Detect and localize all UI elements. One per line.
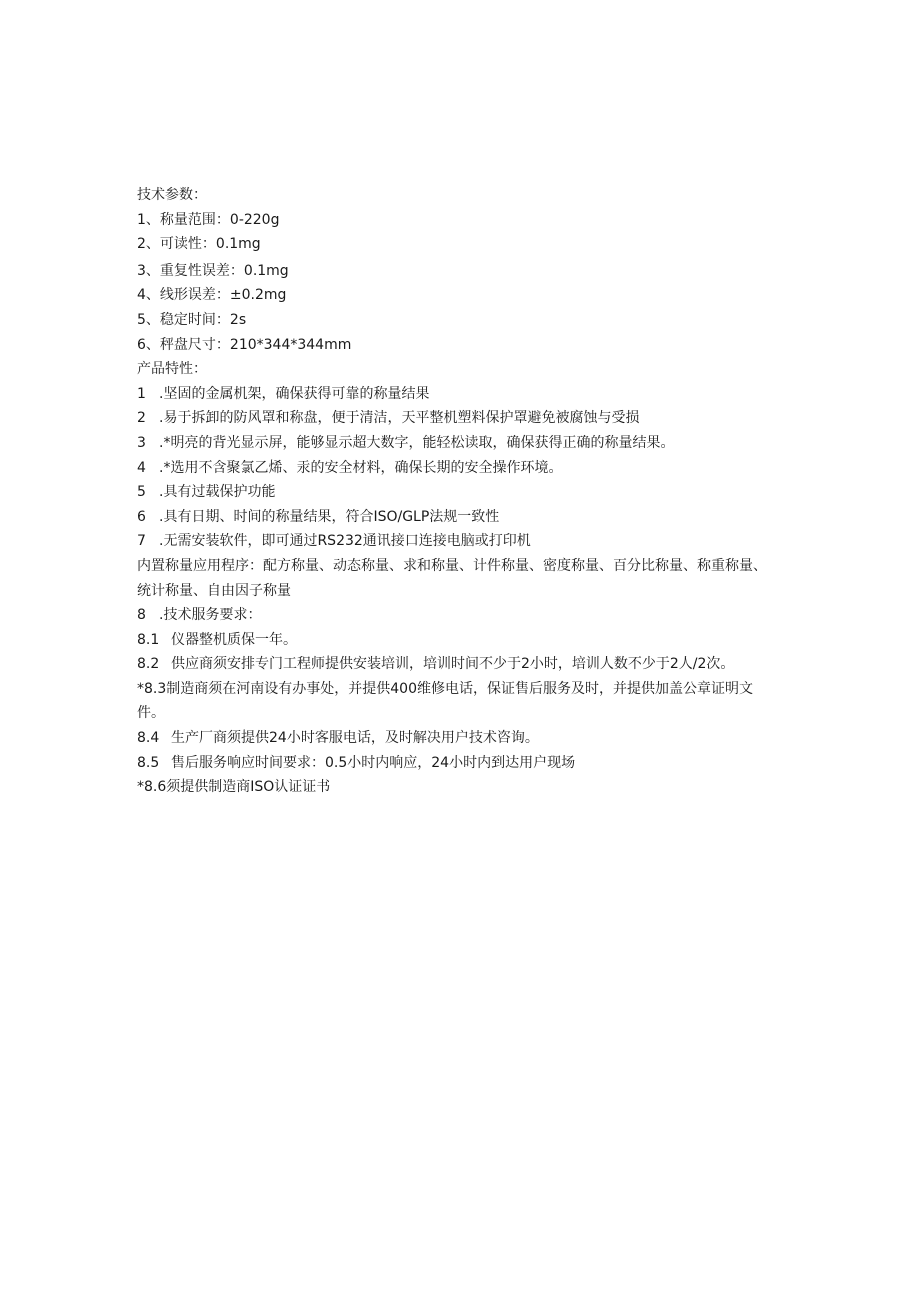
service-number: 8.5 (137, 754, 160, 771)
tech-param-item: 2、可读性：0.1mg (137, 236, 261, 253)
service-text: 生产厂商须提供24小时客服电话，及时解决用户技术咨询。 (171, 730, 539, 747)
feature-number: 6 (137, 508, 146, 525)
feature-text: .无需安装软件，即可通过RS232通讯接口连接电脑或打印机 (159, 533, 531, 550)
feature-text: .坚固的金属机架，确保获得可靠的称量结果 (159, 385, 430, 402)
feature-item (137, 382, 777, 407)
tech-param-item: 1、称量范围：0-220g (137, 211, 280, 228)
feature-number: 4 (137, 459, 146, 476)
service-number: 8.2 (137, 656, 160, 673)
feature-number: 7 (137, 533, 146, 550)
feature-item (137, 480, 777, 505)
service-number: 8.4 (137, 730, 160, 747)
builtin-apps-text: 内置称量应用程序：配方称量、动态称量、求和称量、计件称量、密度称量、百分比称量、称重称量、统计称量、自由因子称量 (137, 557, 767, 599)
feature-item (137, 505, 777, 530)
service-text: 仪器整机质保一年。 (171, 631, 297, 648)
tech-param-item: 6、秤盘尺寸：210*344*344mm (137, 336, 352, 353)
service-heading-text: .技术服务要求： (159, 607, 262, 624)
tech-param-item: 5、稳定时间：2s (137, 311, 247, 328)
service-number: *8.3 (137, 680, 167, 697)
feature-number: 2 (137, 410, 146, 427)
feature-text: .具有日期、时间的称量结果，符合ISO/GLP法规一致性 (159, 508, 500, 525)
feature-item (137, 529, 777, 554)
service-text: 制造商须在河南设有办事处，并提供400维修电话，保证售后服务及时，并提供加盖公章证明文件。 (137, 680, 753, 722)
feature-text: .*明亮的背光显示屏，能够显示超大数字，能轻松读取，确保获得正确的称量结果。 (159, 434, 675, 451)
service-item (137, 775, 777, 800)
tech-param-item: 4、线形误差：±0.2mg (137, 287, 287, 304)
feature-item (137, 431, 777, 456)
feature-text: .易于拆卸的防风罩和称盘，便于清洁，天平整机塑料保护罩避免被腐蚀与受损 (159, 410, 640, 427)
service-heading (137, 603, 777, 628)
service-item (137, 628, 777, 653)
service-text: 供应商须安排专门工程师提供安装培训，培训时间不少于2小时，培训人数不少于2人/2次。 (171, 656, 735, 673)
service-text: 售后服务响应时间要求：0.5小时内响应，24小时内到达用户现场 (171, 754, 576, 771)
service-heading-number: 8 (137, 607, 146, 624)
feature-number: 1 (137, 385, 146, 402)
service-text: 须提供制造商ISO认证证书 (166, 779, 331, 796)
feature-item (137, 456, 777, 481)
service-number: *8.6 (137, 779, 167, 796)
feature-text: .具有过载保护功能 (159, 484, 276, 501)
tech-param-item: 3、重复性误差：0.1mg (137, 262, 289, 279)
service-number: 8.1 (137, 631, 160, 648)
feature-number: 5 (137, 484, 146, 501)
service-item (137, 677, 777, 726)
feature-number: 3 (137, 434, 146, 451)
service-item (137, 751, 777, 776)
features-heading: 产品特性： (137, 361, 207, 378)
service-item (137, 726, 777, 751)
feature-text: .*选用不含聚氯乙烯、汞的安全材料，确保长期的安全操作环境。 (159, 459, 563, 476)
tech-params-heading: 技术参数： (137, 187, 207, 203)
document-body (137, 183, 777, 800)
service-item (137, 652, 777, 677)
feature-item (137, 406, 777, 431)
